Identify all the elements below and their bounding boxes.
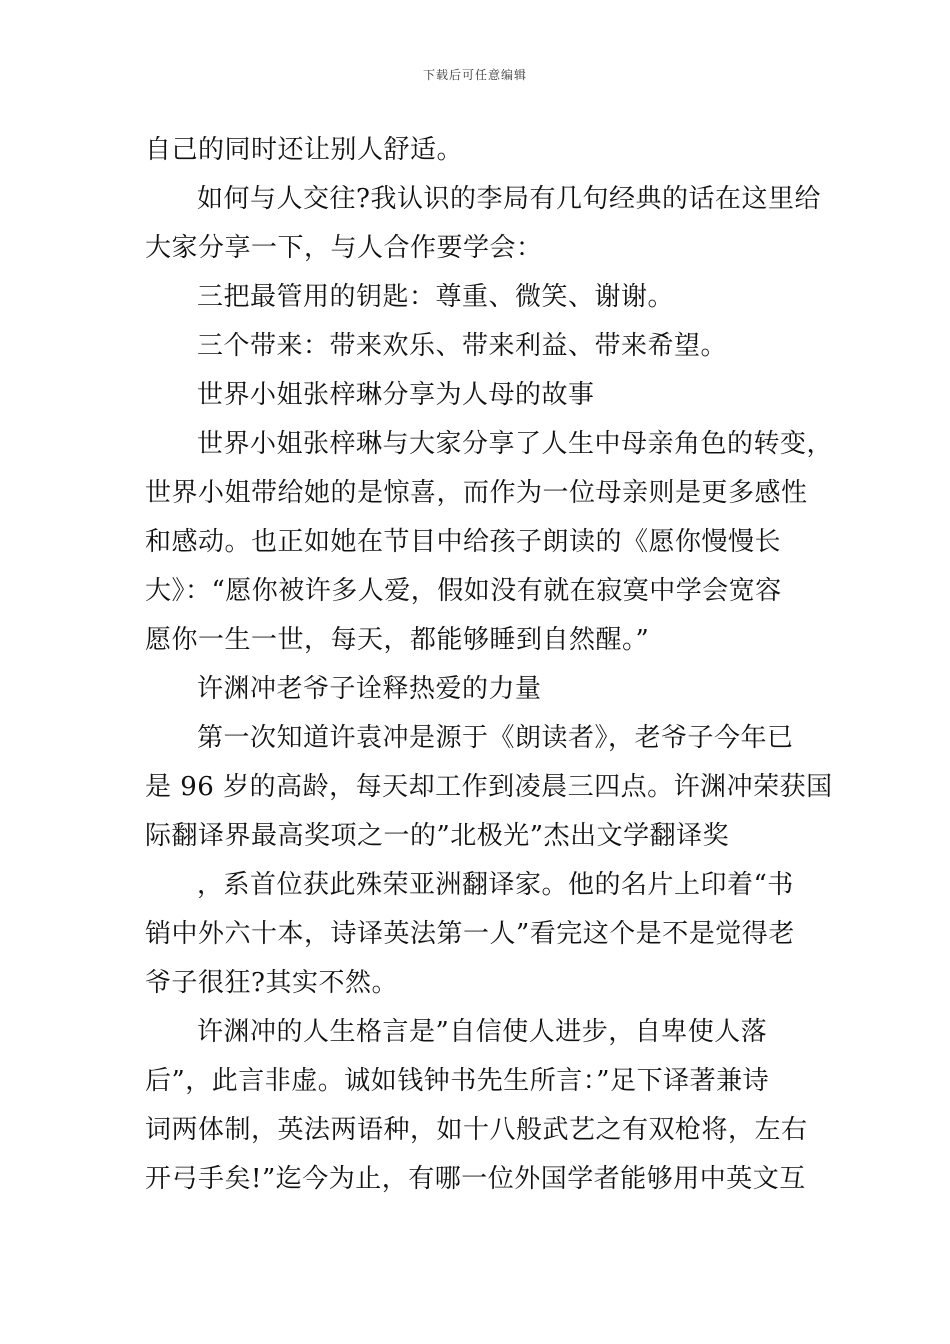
text-line: 是 96 岁的高龄，每天却工作到凌晨三四点。许渊冲荣获国 — [145, 772, 833, 802]
text-line: 大家分享一下，与人合作要学会： — [145, 233, 543, 263]
text-line: 三把最管用的钥匙：尊重、微笑、谢谢。 — [197, 282, 675, 312]
text-line: 第一次知道许袁冲是源于《朗读者》，老爷子今年已 — [197, 723, 794, 753]
text-line: 大》：“愿你被许多人爱，假如没有就在寂寞中学会宽容 — [145, 576, 782, 606]
text-line: 爷子很狂?其实不然。 — [145, 968, 398, 998]
text-line: 自己的同时还让别人舒适。 — [145, 135, 464, 165]
text-line: 世界小姐张梓琳与大家分享了人生中母亲角色的转变， — [197, 429, 834, 459]
text-line: 三个带来：带来欢乐、带来利益、带来希望。 — [197, 331, 728, 361]
text-line: ，系首位获此殊荣亚洲翻译家。他的名片上印着“书 — [197, 870, 794, 900]
text-line: 和感动。也正如她在节目中给孩子朗读的《愿你慢慢长 — [145, 527, 782, 557]
text-line: 际翻译界最高奖项之一的”北极光”杰出文学翻译奖 — [145, 821, 730, 851]
text-line: 后”，此言非虚。诚如钱钟书先生所言：”足下译著兼诗 — [145, 1066, 770, 1096]
section-heading: 许渊冲老爷子诠释热爱的力量 — [197, 674, 542, 704]
section-heading: 世界小姐张梓琳分享为人母的故事 — [197, 380, 595, 410]
text-line: 词两体制，英法两语种，如十八般武艺之有双枪将，左右 — [145, 1115, 808, 1145]
text-line: 开弓手矣!”迄今为止，有哪一位外国学者能够用中英文互 — [145, 1164, 806, 1194]
text-line: 愿你一生一世，每天，都能够睡到自然醒。” — [145, 625, 650, 655]
text-line: 许渊冲的人生格言是”自信使人进步，自卑使人落 — [197, 1017, 768, 1047]
text-line: 销中外六十本，诗译英法第一人”看完这个是不是觉得老 — [145, 919, 795, 949]
header-note: 下载后可任意编辑 — [422, 68, 527, 82]
document-body — [145, 130, 835, 1208]
text-line: 如何与人交往?我认识的李局有几句经典的话在这里给 — [197, 184, 821, 214]
text-line: 世界小姐带给她的是惊喜，而作为一位母亲则是更多感性 — [145, 478, 808, 508]
